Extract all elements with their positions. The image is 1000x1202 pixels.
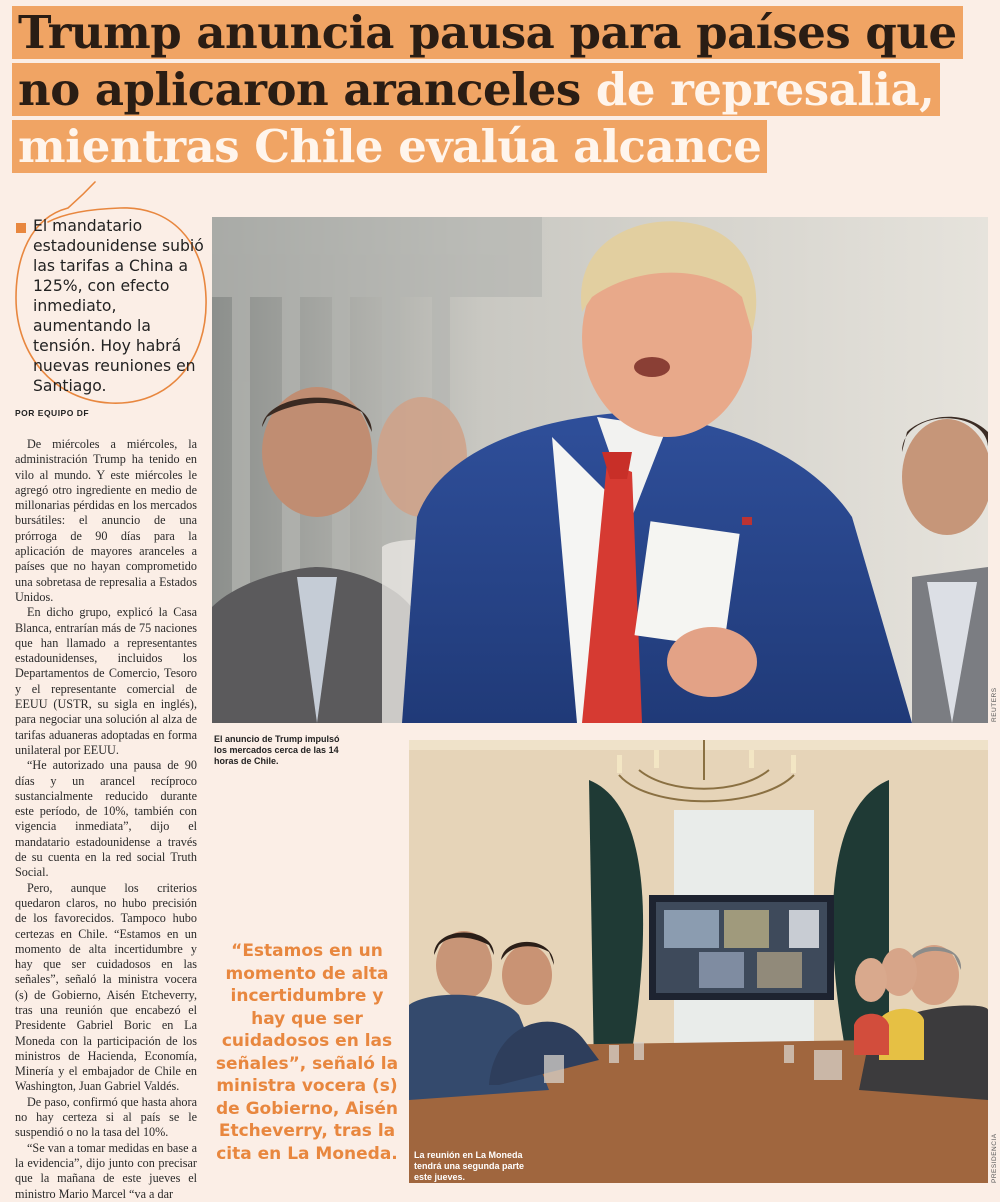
photo-la-moneda [409, 740, 988, 1183]
lede-bullet-icon [16, 223, 26, 233]
lede: El mandatario estadounidense subió las tarifas a China a 125%, con efecto inmediato, aumentando la tensión. Hoy habrá nuevas reuniones en Santiago. [33, 217, 204, 395]
byline: POR EQUIPO DF [15, 408, 90, 418]
photo-caption-trump: El anuncio de Trump impulsó los mercados cerca de las 14 horas de Chile. [214, 734, 340, 766]
photo-caption-la-moneda: La reunión en La Moneda tendrá una segunda parte este jueves. [414, 1150, 525, 1182]
body-paragraph: De miércoles a miércoles, la administración Trump ha tenido en vilo al mundo. Y este miércoles le agregó otro ingrediente en medio de millonarias pérdidas en los mercados bursátiles: el anuncio de una prórroga de 90 días para la aplicación de mayores aranceles a países que no hayan comprometido una sobretasa de represalia a Estados Unidos. [15, 437, 197, 604]
body-paragraph: Pero, aunque los criterios quedaron claros, no hubo precisión de los favorecidos. Tampoco hubo certezas en Chile. “Estamos en un momento de alta incertidumbre y hay que ser cuidadosos en las señales”, señaló la ministra vocera (s) de Gobierno, Aisén Etcheverry, tras una reunión que encabezó el Presidente Gabriel Boric en La Moneda con la participación de los ministros de Hacienda, Economía, Minería y el embajador de Chile en Washington, Juan Gabriel Valdés. [15, 880, 197, 1094]
photo-credit-presidencia: PRESIDENCIA [991, 1133, 998, 1183]
headline-line-2-light: de represalia, [595, 63, 935, 116]
article-body [15, 437, 197, 1202]
body-paragraph: “Se van a tomar medidas en base a la evidencia”, dijo junto con precisar que la mañana de este jueves el ministro Mario Marcel “va a dar [15, 1140, 197, 1201]
headline-line-2-dark: no aplicaron aranceles [18, 63, 581, 116]
headline-line-1: Trump anuncia pausa para países que [12, 6, 963, 59]
body-paragraph: En dicho grupo, explicó la Casa Blanca, entrarían más de 75 naciones que han llamado a representantes estadounidenses, incluidos los Departamentos de Comercio, Tesoro y el representante comercial de EEUU (USTR, su sigla en inglés), para negociar una solución al alza de tarifas aduaneras adoptadas en forma unilateral por EEUU. [15, 605, 197, 757]
photo-la-moneda-illustration [409, 740, 988, 1183]
headline [12, 4, 982, 175]
photo-trump-illustration [212, 217, 988, 723]
photo-trump [212, 217, 988, 723]
headline-line-3: mientras Chile evalúa alcance [12, 120, 767, 173]
pull-quote: “Estamos en un momento de alta incertidumbre y hay que ser cuidadosos en las señales”, señaló la ministra vocera (s) de Gobierno, Aisén Etcheverry, tras la cita en La Moneda. [215, 941, 399, 1164]
body-paragraph: “He autorizado una pausa de 90 días y un arancel recíproco sustancialmente reducido durante este período, de 10%, también con vigencia inmediata”, dijo el mandatario estadounidense a través de su cuenta en la red social Truth Social. [15, 758, 197, 880]
body-paragraph: De paso, confirmó que hasta ahora no hay certeza si al país se le suspendió o no la tasa del 10%. [15, 1094, 197, 1140]
photo-credit-reuters: REUTERS [991, 687, 998, 722]
